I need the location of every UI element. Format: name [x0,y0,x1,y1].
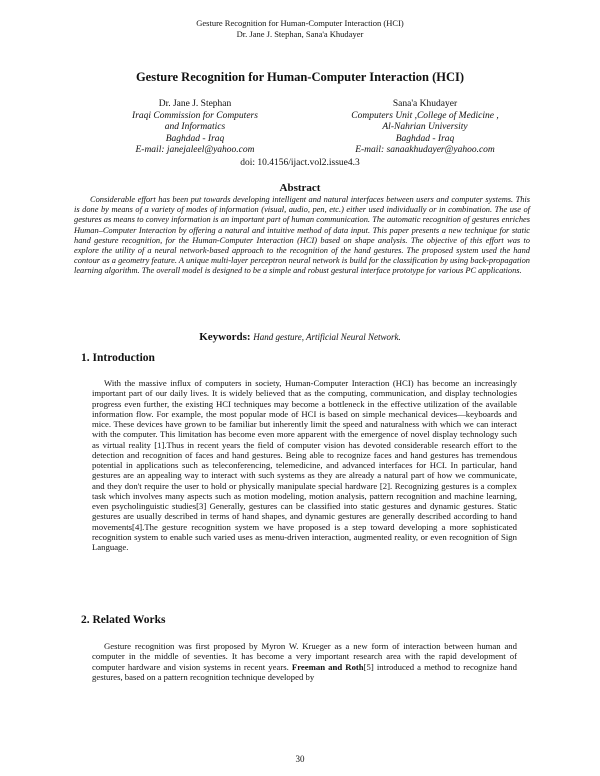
author-name: Dr. Jane J. Stephan [158,99,232,109]
author-name: Sana'a Khudayer [392,99,458,109]
related-works-paragraph [92,641,517,682]
running-header-title: Gesture Recognition for Human-Computer Interaction (HCI) [196,18,404,28]
author-block-1 [80,99,310,157]
author-block-2 [310,99,540,157]
author-email: E-mail: janejaleel@yahoo.com [135,145,255,155]
author-city: Baghdad - Iraq [395,133,455,144]
section-heading-related-works: 2. Related Works [81,614,166,626]
keywords-text: Hand gesture, Artificial Neural Network. [253,332,401,342]
abstract-heading: Abstract [279,182,321,194]
paper-title: Gesture Recognition for Human-Computer Interaction (HCI) [135,70,465,84]
keywords-line [0,331,600,343]
author-affiliation: Iraqi Commission for Computers [132,110,258,121]
doi: doi: 10.4156/ijact.vol2.issue4.3 [240,158,360,168]
author-affiliation: and Informatics [164,122,226,132]
running-header [0,18,600,39]
related-text-end: [5] introduced a method to recognize hand gestures, based on a pattern recognition technique developed by [92,661,517,682]
author-affiliation: Al-Nahrian University [382,122,468,132]
related-citation-authors: Freeman and Roth [291,661,364,672]
author-affiliation: Computers Unit ,College of Medicine , [351,110,499,121]
related-text-start: Gesture recognition was first proposed by Myron W. Krueger as a new form of interaction between human and computer in the middle of seventies. It has become a very important research area with the rapid development of computer hardware and vision systems in recent years. [92,641,517,672]
running-header-authors: Dr. Jane J. Stephan, Sana'a Khudayer [236,28,364,39]
author-email: E-mail: sanaakhudayer@yahoo.com [355,145,495,155]
keywords-label: Keywords: [199,331,251,343]
page-number: 30 [295,754,305,764]
section-heading-introduction: 1. Introduction [81,352,155,364]
author-city: Baghdad - Iraq [165,133,225,144]
abstract-text: Considerable effort has been put towards developing intelligent and natural interfaces between users and computer systems. This is done by means of a variety of modes of information (visual, audio, pen, etc.) either used individually or in combination. The use of gestures as means to convey information is an important part of human communication. The automatic recognition of gestures enriches Human–Computer Interaction by offering a natural and intuitive method of data input. This paper presents a new technique for static hand gesture recognition, for the Human-Computer Interaction (HCI) based on shape analysis. The objective of this effort was to explore the utility of a neural network-based approach to the recognition of the hand gestures. The proposed system used the hand contour as a geometry feature. A unique multi-layer perceptron neural network is build for the classification by using back-propagation learning algorithm. The overall model is designed to be a simple and robust gestural interface prototype for various PC applications. [74,195,530,276]
introduction-paragraph: With the massive influx of computers in society, Human-Computer Interaction (HCI) has become an increasingly important part of our daily lives. It is widely believed that as the computing, communication, and display technologies progress even further, the existing HCI techniques may become a bottleneck in the effective utilization of the available information flow. For example, the most popular mode of HCI is based on simple mechanical devices—keyboards and mice. These devices have grown to be familiar but inherently limit the speed and naturalness with which we can interact with the computer. This limitation has become even more apparent with the emergence of novel display technology such as virtual reality [1].Thus in recent years the field of computer vision has devoted considerable research effort to the detection and recognition of faces and hand gestures. Being able to recognize faces and hand gestures has tremendous potential in applications such as teleconferencing, telemedicine, and advanced interfaces for HCI. In particular, hand gestures are an appealing way to interact with such systems as they are already a natural part of how we communicate, and they don't require the user to hold or physically manipulate special hardware [2]. Recognizing gestures is a complex task which involves many aspects such as motion modeling, motion analysis, pattern recognition and machine learning, even psycholinguistic studies[3] Generally, gestures can be classified into static gestures and dynamic gestures. Static gestures are usually described in terms of hand shapes, and dynamic gestures are generally described according to hand movements[4].The gesture recognition system we have proposed is a step toward developing a more sophisticated recognition system to enable such varied uses as menu-driven interaction, augmented reality, or even recognition of Sign Language. [92,378,517,552]
